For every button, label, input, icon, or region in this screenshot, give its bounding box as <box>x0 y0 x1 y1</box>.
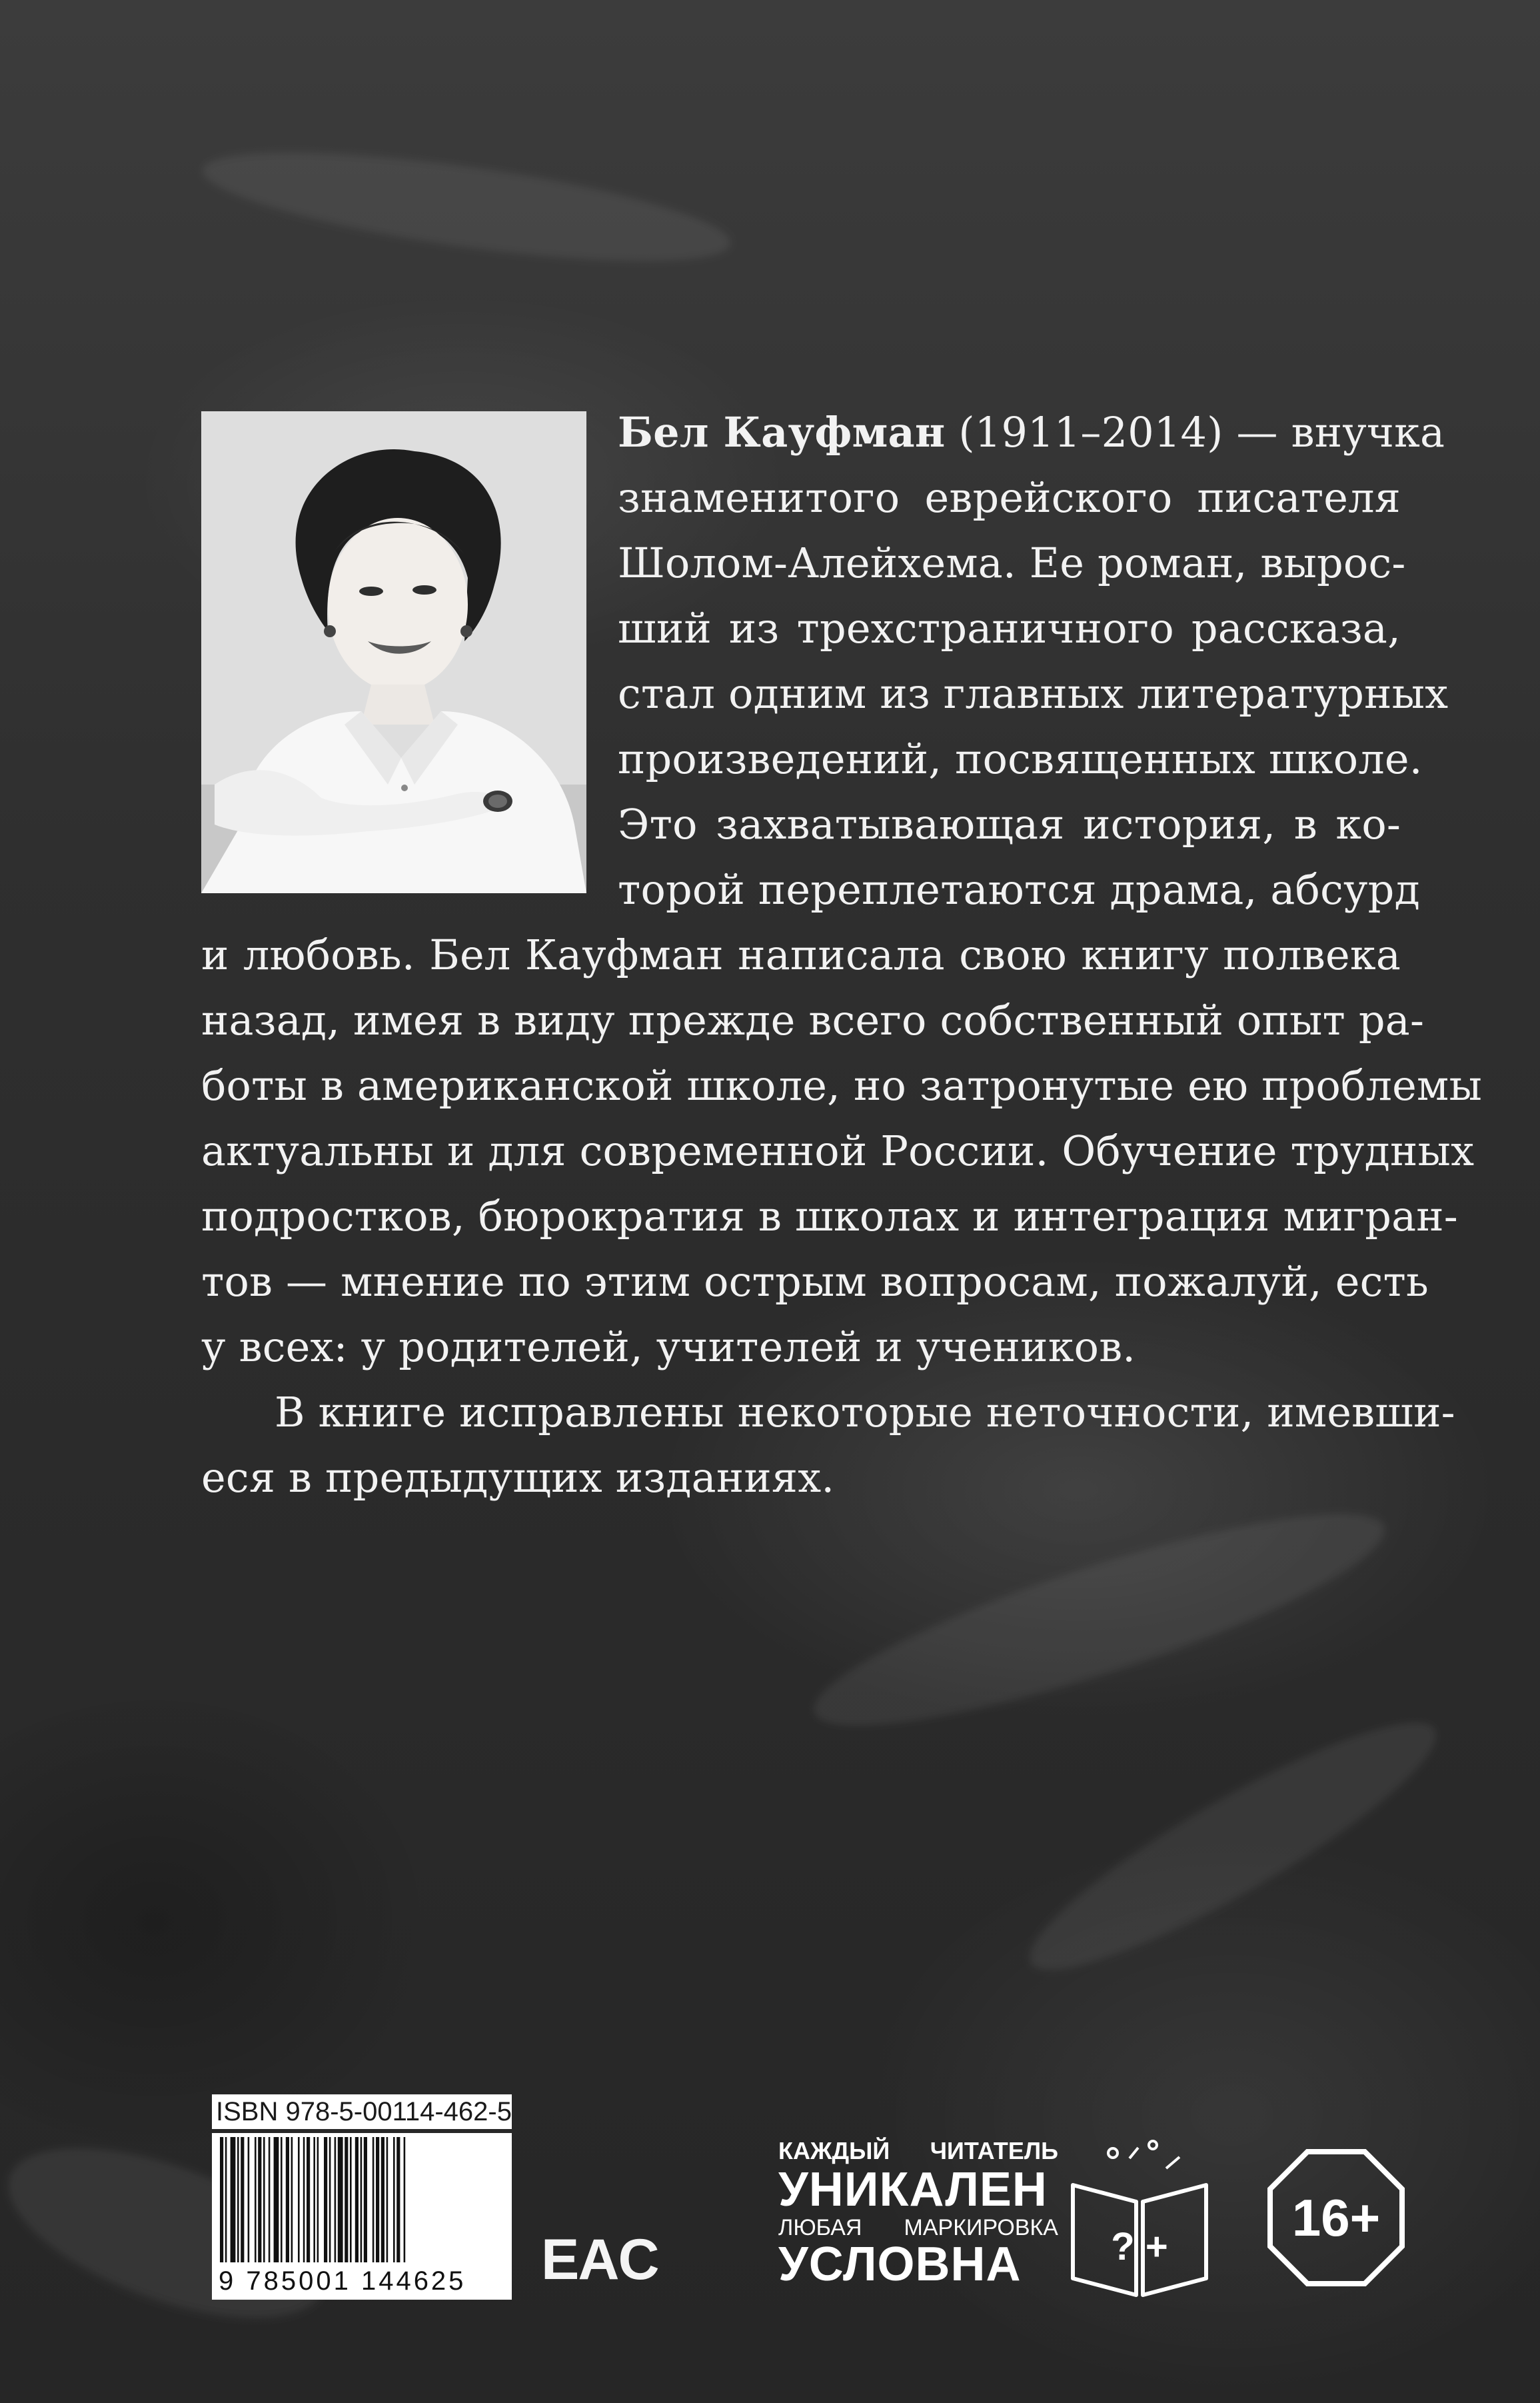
age-rating: 16+ <box>1291 2188 1381 2247</box>
book-description <box>201 400 1482 1502</box>
description-line: тов — мнение по этим острым вопросам, пожалуй, есть <box>201 1257 1429 1306</box>
description-line: боты в американской школе, но затронутые ею проблемы <box>201 1061 1482 1110</box>
description-line: еся в предыдущих изданиях. <box>201 1453 835 1502</box>
description-line: подростков, бюрократия в школах и интеграция мигран- <box>201 1192 1458 1240</box>
description-line: ший из трехстраничного рассказа, <box>618 604 1401 653</box>
open-book-icon <box>1066 2138 1213 2298</box>
background-texture <box>197 130 736 283</box>
reader-badge-line4: УСЛОВНА <box>778 2238 1022 2291</box>
description-line: стал одним из главных литературных <box>618 669 1449 718</box>
author-dates: (1911–2014) — внучка <box>945 408 1445 457</box>
description-line: торой переплетаются драма, абсурд <box>618 865 1420 914</box>
reader-badge-line2: УНИКАЛЕН <box>778 2163 1048 2216</box>
reader-badge-line1: КАЖДЫЙ ЧИТАТЕЛЬ <box>778 2137 1058 2164</box>
barcode <box>212 2133 512 2300</box>
background-texture <box>798 1476 1401 1763</box>
isbn-label: ISBN 978-5-00114-462-5 <box>212 2094 512 2129</box>
description-line: Шолом-Алейхема. Ее роман, вырос- <box>618 539 1406 587</box>
description-line: произведений, посвященных школе. <box>618 735 1423 783</box>
eac-logo: EAC <box>541 2228 658 2292</box>
book-icon-text: ? + <box>1111 2225 1168 2268</box>
description-line: назад, имея в виду прежде всего собственный опыт ра- <box>201 996 1425 1045</box>
description-line <box>618 400 1445 465</box>
description-line: и любовь. Бел Кауфман написала свою книгу полвека <box>201 931 1401 979</box>
author-name: Бел Кауфман <box>618 408 946 457</box>
barcode-digits: 9 785001 144625 <box>219 2266 466 2296</box>
reader-badge <box>778 2136 1058 2296</box>
description-line: знаменитого еврейского писателя <box>618 473 1401 522</box>
reader-badge-line3: ЛЮБАЯ МАРКИРОВКА <box>778 2215 1058 2240</box>
description-line: В книге исправлены некоторые неточности, имевши- <box>275 1388 1455 1436</box>
barcode-bars <box>212 2133 512 2266</box>
description-line: у всех: у родителей, учителей и учеников. <box>201 1322 1136 1371</box>
description-line: Это захватывающая история, в ко- <box>618 800 1401 849</box>
description-line: актуальны и для современной России. Обучение трудных <box>201 1127 1475 1175</box>
age-rating-badge <box>1266 2148 1406 2288</box>
background-texture <box>1008 1689 1458 2003</box>
